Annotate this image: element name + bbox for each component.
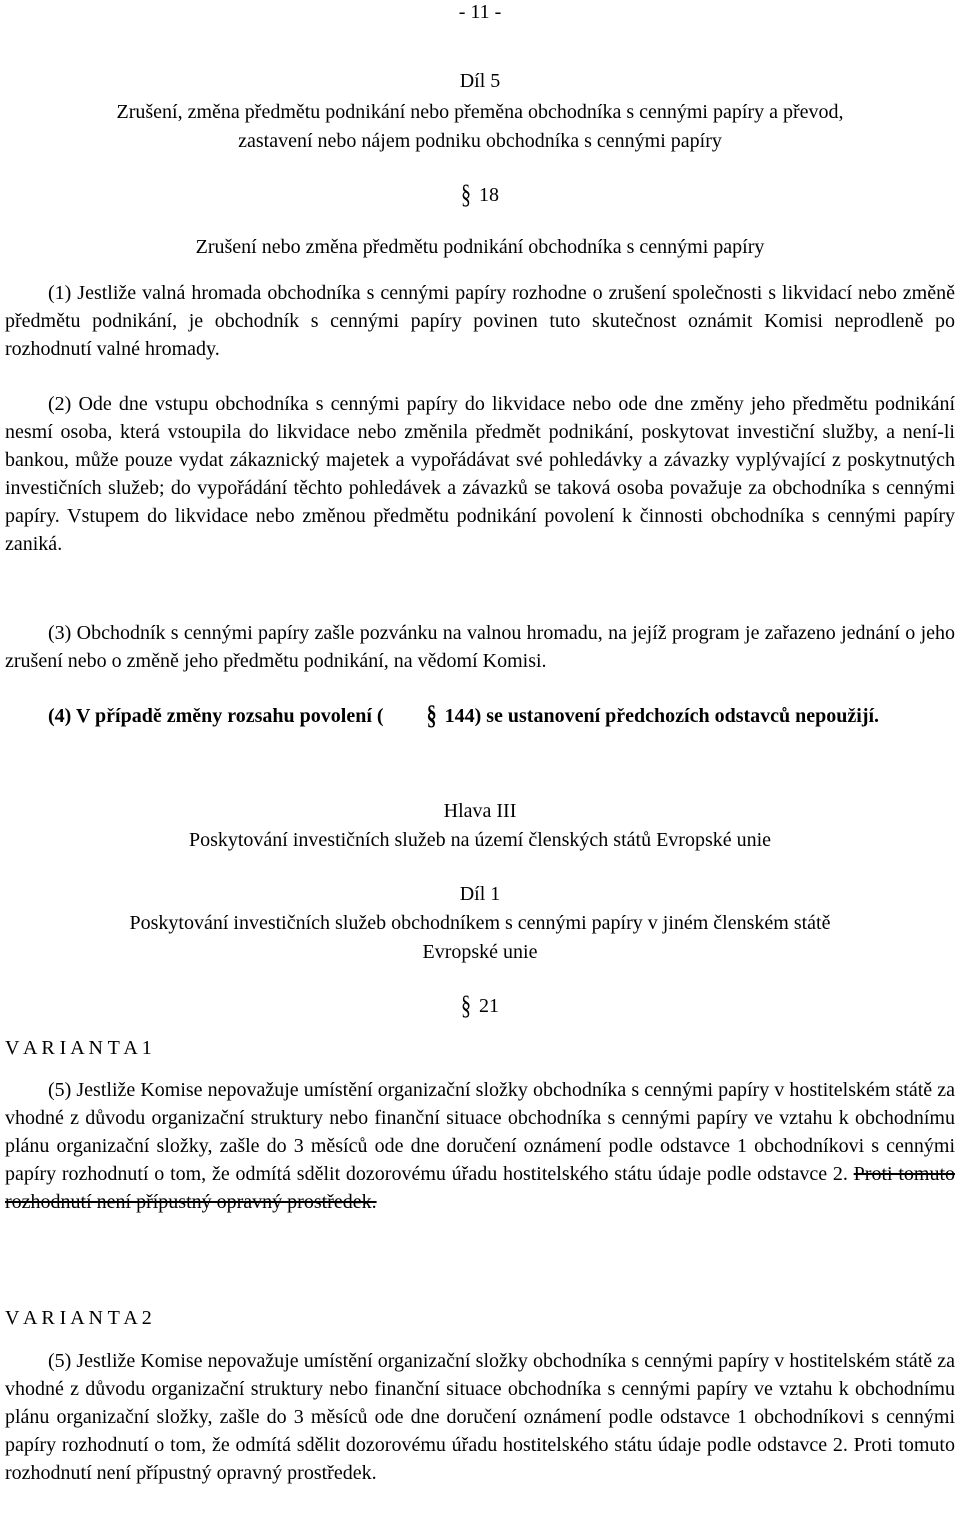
paragraph-18-subsection-2: (2) Ode dne vstupu obchodníka s cennými papíry do likvidace nebo ode dne změny jeho předmětu podnikání nesmí osoba, která vstoupila do likvidace nebo změnila předmět podnikání, poskytovat investiční služby, a není-li bankou, může pouze vydat zákaznický majetek a vypořádávat své pohledávky a závazky vyplývající z poskytnutých investičních služeb; do vypořádání těchto pohledávek a závazků se taková osoba považuje za obchodníka s cennými papíry. Vstupem do likvidace nebo změnou předmětu podnikání povolení k činnosti obchodníka s cennými papíry zaniká. <box>5 393 955 555</box>
paragraph-18-subsection-3: (3) Obchodník s cennými papíry zašle pozvánku na valnou hromadu, na jejíž program je zařazeno jednání o jeho zrušení nebo o změně jeho předmětu podnikání, na vědomí Komisi. <box>5 622 955 672</box>
variant-1-paragraph <box>5 1076 955 1216</box>
paragraph-21-number <box>5 992 955 1020</box>
dil1-heading: Díl 1 <box>459 883 501 905</box>
paragraph-18-subsection-1: (1) Jestliže valná hromada obchodníka s cennými papíry rozhodne o zrušení společnosti s likvidací nebo změně předmětu podnikání, je obchodník s cennými papíry povinen tuto skutečnost oznámit Komisi neprodleně po rozhodnutí valné hromady. <box>5 282 955 360</box>
dil5-title-line1: Zrušení, změna předmětu podnikání nebo přeměna obchodníka s cennými papíry a převod, <box>116 101 844 123</box>
variant-1-struck-text: Proti tomuto rozhodnutí není přípustný opravný prostředek. <box>5 1163 955 1213</box>
paragraph-18-subsection-4 <box>5 702 955 730</box>
variant-2-label: V A R I A N T A 2 <box>5 1307 152 1329</box>
dil5-heading: Díl 5 <box>459 70 501 92</box>
section-sign: § <box>426 701 437 731</box>
dil1-title-line2: Evropské unie <box>422 941 538 963</box>
paragraph-18-title: Zrušení nebo změna předmětu podnikání obchodníka s cennými papíry <box>195 236 765 258</box>
variant-2-paragraph: (5) Jestliže Komise nepovažuje umístění organizační složky obchodníka s cennými papíry v hostitelském státě za vhodné z důvodu organizační struktury nebo finanční situace obchodníka s cennými papíry ve vztahu k obchodnímu plánu organizační složky, zašle do 3 měsíců ode dne doručení oznámení podle odstavce 1 obchodníkovi s cennými papíry rozhodnutí o tom, že odmítá sdělit dozorovému úřadu hostitelského státu údaje podle odstavce 2. Proti tomuto rozhodnutí není přípustný opravný prostředek. <box>5 1350 955 1484</box>
section-number: 18 <box>479 184 499 206</box>
section-sign: § <box>461 180 471 210</box>
section-sign: § <box>461 991 471 1021</box>
section-number: 21 <box>479 995 499 1017</box>
subsection-4-text-start: (4) V případě změny rozsahu povolení ( <box>48 705 384 727</box>
subsection-4-text-end: 144) se ustanovení předchozích odstavců nepoužijí. <box>439 705 880 727</box>
variant-1-text: (5) Jestliže Komise nepovažuje umístění organizační složky obchodníka s cennými papíry v hostitelském státě za vhodné z důvodu organizační struktury nebo finanční situace obchodníka s cennými papíry ve vztahu k obchodnímu plánu organizační složky, zašle do 3 měsíců ode dne doručení oznámení podle odstavce 1 obchodníkovi s cennými papíry rozhodnutí o tom, že odmítá sdělit dozorovému úřadu hostitelského státu údaje podle odstavce 2. <box>5 1079 955 1185</box>
dil1-title-line1: Poskytování investičních služeb obchodníkem s cennými papíry v jiném členském státě <box>129 912 831 934</box>
hlava3-heading: Hlava III <box>443 800 517 822</box>
page-number: - 11 - <box>458 1 502 23</box>
variant-1-label: V A R I A N T A 1 <box>5 1037 152 1059</box>
hlava3-title: Poskytování investičních služeb na území členských států Evropské unie <box>188 829 772 851</box>
dil5-title-line2: zastavení nebo nájem podniku obchodníka s cennými papíry <box>238 130 722 152</box>
paragraph-18-number <box>5 181 955 209</box>
